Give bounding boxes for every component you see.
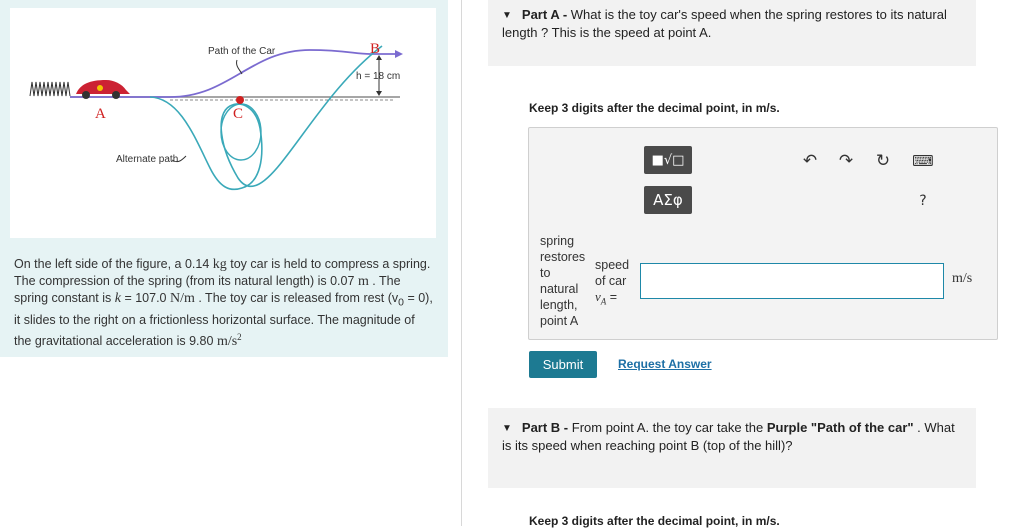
part-a-instruction: Keep 3 digits after the decimal point, in m/s. bbox=[529, 101, 780, 115]
reset-icon[interactable]: ↻ bbox=[875, 151, 891, 171]
part-a-header[interactable] bbox=[488, 0, 976, 66]
template-button[interactable]: ■√□ bbox=[644, 146, 692, 174]
point-c-marker bbox=[236, 96, 244, 104]
help-icon[interactable]: ? bbox=[919, 193, 927, 209]
problem-text-4: = 107.0 bbox=[120, 291, 170, 305]
label-alternate-path: Alternate path bbox=[116, 154, 179, 165]
answer-box-part-a bbox=[528, 127, 998, 340]
undo-icon[interactable]: ↶ bbox=[802, 151, 818, 171]
request-answer-link[interactable]: Request Answer bbox=[618, 357, 712, 371]
problem-text-3: . The spring constant is bbox=[14, 274, 401, 305]
problem-text-5: . The toy car is released from rest (v bbox=[194, 291, 399, 305]
label-height: h = 18 cm bbox=[356, 71, 401, 82]
caret-down-icon[interactable]: ▼ bbox=[502, 10, 512, 21]
path-label-pointer bbox=[237, 60, 242, 74]
physics-figure bbox=[10, 8, 436, 238]
label-path-of-car: Path of the Car bbox=[208, 46, 276, 57]
answer-label-right bbox=[595, 257, 635, 310]
equals-sign: = bbox=[606, 290, 618, 304]
mass-unit: kg bbox=[212, 257, 227, 272]
part-b-question-1: From point A. the toy car take the bbox=[568, 420, 767, 435]
compression-unit: m bbox=[357, 274, 369, 289]
purple-arrowhead bbox=[395, 50, 403, 58]
greek-symbols-button[interactable]: ΑΣφ bbox=[644, 186, 692, 214]
caret-down-icon[interactable]: ▼ bbox=[502, 423, 512, 434]
answer-input[interactable] bbox=[640, 263, 944, 299]
height-arrow-down bbox=[376, 91, 382, 96]
keyboard-icon[interactable]: ⌨ bbox=[912, 152, 934, 170]
compression-value: 0.07 bbox=[330, 274, 355, 288]
spring-constant-symbol: k bbox=[114, 291, 121, 306]
problem-text-2: toy car is held to compress a spring. The compression of the spring (from its natural length) is bbox=[14, 257, 431, 288]
part-b-question-2: . What is its speed when reaching point B (top of the hill)? bbox=[502, 420, 955, 453]
label-point-b: B bbox=[370, 41, 381, 57]
spring bbox=[30, 82, 70, 96]
redo-icon[interactable]: ↷ bbox=[838, 151, 854, 171]
part-a-label: Part A - bbox=[521, 7, 568, 22]
gravity-exponent: 2 bbox=[237, 331, 242, 342]
problem-panel bbox=[0, 0, 448, 357]
var-symbol: v bbox=[595, 289, 601, 304]
gravity-value: 9.80 bbox=[189, 333, 214, 348]
mass-value: 0.14 bbox=[184, 257, 210, 271]
answer-unit: m/s bbox=[952, 271, 973, 286]
answer-label-right-text: speed of car bbox=[595, 258, 630, 288]
part-b-question-bold: Purple "Path of the car" bbox=[766, 420, 914, 435]
track-diagram bbox=[10, 8, 436, 238]
part-a-question: What is the toy car's speed when the spring restores to its natural length ? This is the speed at point A. bbox=[502, 7, 947, 40]
v0-subscript: 0 bbox=[398, 297, 404, 309]
answer-label-left: spring restores to natural length, point A bbox=[540, 234, 586, 328]
problem-text-1: On the left side of the figure, a bbox=[14, 257, 185, 271]
label-point-c: C bbox=[233, 106, 244, 122]
label-point-a: A bbox=[95, 106, 106, 122]
gravity-unit: m/s bbox=[216, 333, 238, 349]
column-divider bbox=[461, 0, 462, 526]
spring-constant-unit: N/m bbox=[169, 291, 195, 306]
part-b-label: Part B - bbox=[521, 420, 569, 435]
part-b-header[interactable] bbox=[488, 408, 976, 488]
submit-button[interactable]: Submit bbox=[529, 351, 597, 378]
teal-path bbox=[150, 46, 382, 189]
problem-text-6: = 0), it slides to the right on a frictionless horizontal surface. The magnitude of the gravitational acceleration is bbox=[14, 291, 433, 348]
var-subscript: A bbox=[600, 296, 607, 307]
problem-statement bbox=[14, 256, 434, 350]
part-b-instruction: Keep 3 digits after the decimal point, in m/s. bbox=[529, 514, 780, 528]
